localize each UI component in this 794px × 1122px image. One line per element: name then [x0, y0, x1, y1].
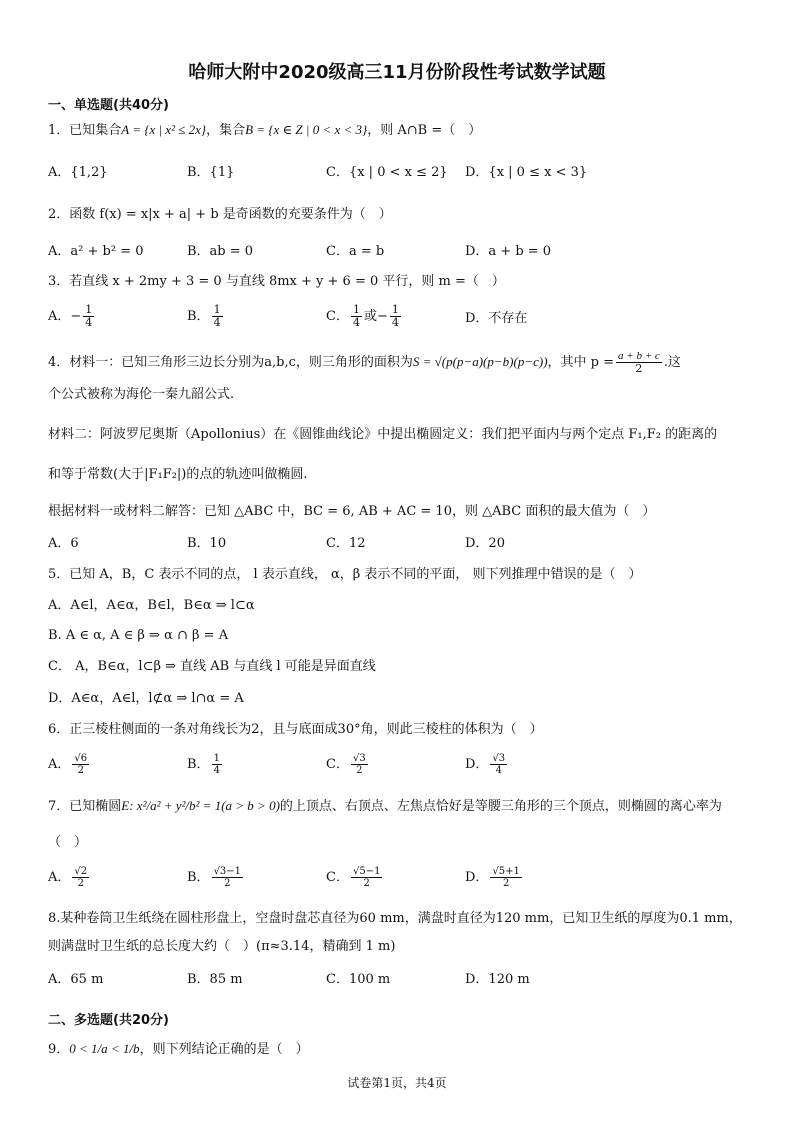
question-9-stem: 9．0 < 1/a < 1/b，则下列结论正确的是（ ） — [48, 1041, 309, 1057]
question-8-stem-cont: 则满盘时卫生纸的总长度大约（ ）(π≈3.14，精确到 1 m) — [48, 939, 396, 954]
question-8-option-d: D．120 m — [465, 972, 530, 987]
question-5-stem: 5．已知 A，B，C 表示不同的点， l 表示直线， α，β 表示不同的平面， 则下列推理中错误的是（ ） — [48, 567, 642, 582]
question-6-stem: 6．正三棱柱侧面的一条对角线长为2，且与底面成30°角，则此三棱柱的体积为（ ） — [48, 722, 543, 737]
question-5-option-c: C． A，B∈α，l⊂β ⇒ 直线 AB 与直线 l 可能是异面直线 — [48, 659, 376, 674]
question-2-option-b: B．ab = 0 — [187, 244, 254, 259]
section-heading-single-choice: 一、单选题(共40分) — [48, 98, 169, 113]
question-3-option-d: D．不存在 — [465, 311, 528, 326]
question-8-option-b: B．85 m — [187, 972, 243, 987]
question-5-option-d: D．A∈α，A∈l，l⊄α ⇒ l∩α = A — [48, 691, 244, 706]
question-7-option-c: C． $\frac{√5-1}{2}$ — [326, 866, 381, 889]
question-5-option-a: A．A∈l，A∈α，B∈l，B∈α ⇒ l⊂α — [48, 598, 255, 613]
question-1-option-c: C．{x | 0 < x ≤ 2} — [326, 165, 448, 180]
question-4-material-1: 4．材料一：已知三角形三边长分别为a,b,c，则三角形的面积为S = √(p(p−a)(p−b)(p−c))，其中 p = $\frac{a + b + c}{2}$ .这 — [48, 350, 681, 375]
question-4-material-1-cont: 个公式被称为海伦一秦九韶公式. — [48, 387, 235, 402]
question-3-option-a: A．− $\frac{1}{4}$ — [48, 303, 93, 329]
question-7-option-b: B． $\frac{√3-1}{2}$ — [187, 866, 242, 889]
page-title: 哈师大附中2020级高三11月份阶段性考试数学试题 — [188, 62, 606, 83]
question-2-option-a: A．a² + b² = 0 — [48, 244, 144, 259]
question-6-option-c: C． $\frac{√3}{2}$ — [326, 753, 366, 776]
question-1-option-a: A．{1,2} — [48, 165, 108, 180]
question-8-option-a: A．65 m — [48, 972, 104, 987]
question-4-option-a: A．6 — [48, 536, 79, 551]
question-4-option-d: D．20 — [465, 536, 505, 551]
question-3-option-c: C． $\frac{1}{4}$ 或− $\frac{1}{4}$ — [326, 303, 399, 329]
question-4-option-c: C．12 — [326, 536, 366, 551]
question-8-stem: 8.某种卷筒卫生纸绕在圆柱形盘上，空盘时盘芯直径为60 mm，满盘时直径为120 mm，已知卫生纸的厚度为0.1 mm， — [48, 911, 742, 926]
question-7-stem: 7．已知椭圆E: x²/a² + y²/b² = 1(a > b > 0)的上顶点、右顶点、左焦点恰好是等腰三角形的三个顶点，则椭圆的离心率为 — [48, 798, 722, 814]
question-4-option-b: B．10 — [187, 536, 227, 551]
question-1-stem: 1．已知集合A = {x | x² ≤ 2x}，集合B = {x ∈ Z | 0 < x < 3}，则 A∩B =（ ） — [48, 122, 482, 138]
question-1-option-d: D．{x | 0 ≤ x < 3} — [465, 165, 588, 180]
question-7-option-a: A． $\frac{√2}{2}$ — [48, 866, 88, 889]
question-7-paren: （ ） — [48, 835, 88, 850]
question-2-option-d: D．a + b = 0 — [465, 244, 552, 259]
page-footer: 试卷第1页，共4页 — [347, 1076, 447, 1090]
question-2-stem: 2．函数 f(x) = x|x + a| + b 是奇函数的充要条件为（ ） — [48, 207, 392, 222]
question-3-stem: 3．若直线 x + 2my + 3 = 0 与直线 8mx + y + 6 = 0 平行，则 m =（ ） — [48, 274, 505, 289]
section-heading-multi-choice: 二、多选题(共20分) — [48, 1013, 169, 1028]
question-4-stem: 根据材料一或材料二解答：已知 △ABC 中，BC = 6, AB + AC = 10，则 △ABC 面积的最大值为（ ） — [48, 504, 656, 519]
question-6-option-a: A． $\frac{√6}{2}$ — [48, 753, 88, 776]
question-7-option-d: D． $\frac{√5+1}{2}$ — [465, 866, 520, 889]
question-6-option-d: D． $\frac{√3}{4}$ — [465, 753, 506, 776]
question-4-material-2-cont: 和等于常数(大于|F₁F₂|)的点的轨迹叫做椭圆. — [48, 467, 308, 482]
question-4-material-2: 材料二：阿波罗尼奥斯（Apollonius）在《圆锥曲线论》中提出椭圆定义：我们把平面内与两个定点 F₁,F₂ 的距离的 — [48, 427, 718, 442]
question-8-option-c: C．100 m — [326, 972, 391, 987]
question-3-option-b: B． $\frac{1}{4}$ — [187, 303, 221, 329]
question-2-option-c: C．a = b — [326, 244, 385, 259]
question-6-option-b: B． $\frac{1}{4}$ — [187, 753, 220, 776]
question-5-option-b: B. A ∈ α, A ∈ β ⇒ α ∩ β = A — [48, 628, 229, 643]
question-1-option-b: B．{1} — [187, 165, 235, 180]
